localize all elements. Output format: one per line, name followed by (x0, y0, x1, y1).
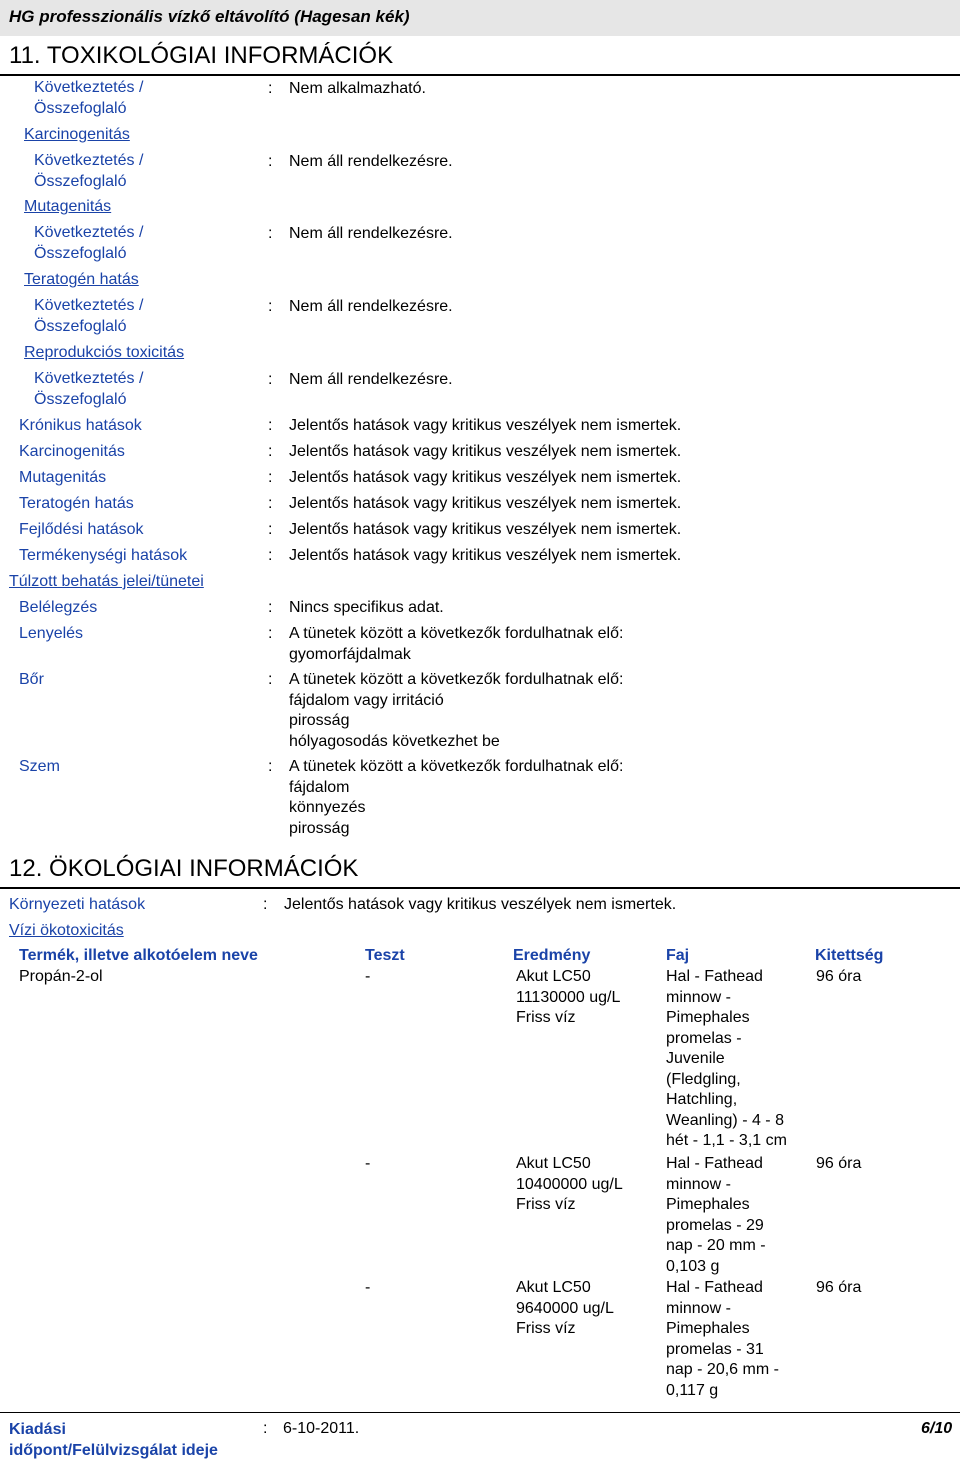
section-12-rule (0, 887, 960, 889)
species-line: Hal - Fathead (666, 1279, 763, 1296)
conclusion-value-5: Nem áll rendelkezésre. (289, 371, 453, 388)
table-header-product: Termék, illetve alkotóelem neve (19, 947, 258, 964)
footer-date: 6-10-2011. (283, 1420, 360, 1437)
skin-value (289, 670, 623, 752)
section-11-rule (0, 74, 960, 76)
species-line: Pimephales (666, 1196, 750, 1213)
species-line: Pimephales (666, 1320, 750, 1337)
conclusion-label-3 (34, 223, 143, 264)
conclusion-label-line: Összefoglaló (34, 390, 127, 408)
conclusion-label-line: Következtetés / (34, 152, 144, 169)
colon: : (268, 599, 273, 616)
symptom-line: könnyezés (289, 799, 366, 816)
section-12-title: 12. ÖKOLÓGIAI INFORMÁCIÓK (9, 855, 359, 882)
result-line: Friss víz (516, 1196, 576, 1213)
species-line: 0,103 g (666, 1257, 720, 1275)
symptom-line: hólyagosodás következhet be (289, 732, 500, 750)
environmental-effects-value: Jelentős hatások vagy kritikus veszélyek nem ismertek. (284, 896, 677, 913)
conclusion-label-4 (34, 296, 143, 337)
skin-label: Bőr (19, 671, 44, 688)
colon: : (268, 443, 273, 460)
environmental-effects-label: Környezeti hatások (9, 896, 146, 913)
conclusion-value-3: Nem áll rendelkezésre. (289, 225, 453, 242)
conclusion-value-4: Nem áll rendelkezésre. (289, 298, 453, 315)
reproductive-heading: Reprodukciós toxicitás (24, 344, 185, 361)
document-title: HG professzionális vízkő eltávolító (Hagesan kék) (9, 7, 410, 26)
species-line: nap - 20 mm - (666, 1237, 766, 1254)
species-line: minnow - (666, 1175, 731, 1193)
ingestion-value (289, 624, 623, 665)
eye-value (289, 757, 623, 839)
species-line: (Fledgling, (666, 1070, 741, 1088)
table-header-exposure: Kitettség (815, 947, 884, 964)
table-cell-test: - (365, 968, 371, 985)
inhalation-label: Belélegzés (19, 599, 98, 616)
conclusion-label-line: Összefoglaló (34, 317, 127, 335)
conclusion-value-1: Nem alkalmazható. (289, 80, 426, 97)
symptom-line: A tünetek között a következők fordulhatnak elő: (289, 671, 624, 688)
conclusion-label-5 (34, 369, 143, 410)
species-line: promelas - (666, 1029, 742, 1047)
symptom-line: fájdalom (289, 778, 350, 796)
colon: : (268, 625, 273, 642)
species-line: Hal - Fathead (666, 968, 763, 985)
table-cell-species (666, 967, 787, 1152)
species-line: Hatchling, (666, 1091, 738, 1108)
conclusion-label-line: Következtetés / (34, 297, 144, 314)
symptom-line: gyomorfájdalmak (289, 645, 411, 663)
conclusion-label-2 (34, 151, 143, 192)
colon: : (263, 896, 268, 913)
table-cell-exposure: 96 óra (816, 1155, 862, 1172)
conclusion-label-line: Összefoglaló (34, 172, 127, 190)
species-line: Juvenile (666, 1050, 725, 1067)
colon: : (263, 1420, 268, 1437)
colon: : (268, 671, 273, 688)
table-cell-species (666, 1278, 779, 1401)
conclusion-label-1 (34, 78, 143, 119)
teratogen-label: Teratogén hatás (19, 495, 134, 512)
species-line: promelas - 31 (666, 1340, 764, 1358)
table-cell-exposure: 96 óra (816, 1279, 862, 1296)
ingestion-label: Lenyelés (19, 625, 84, 642)
species-line: promelas - 29 (666, 1216, 764, 1234)
eye-label: Szem (19, 758, 60, 775)
mutagenicity-value: Jelentős hatások vagy kritikus veszélyek nem ismertek. (289, 469, 682, 486)
result-line: Friss víz (516, 1009, 576, 1026)
symptom-line: pirosság (289, 819, 350, 837)
colon: : (268, 298, 273, 315)
teratogen-value: Jelentős hatások vagy kritikus veszélyek nem ismertek. (289, 495, 682, 512)
colon: : (268, 547, 273, 564)
table-cell-test: - (365, 1279, 371, 1296)
colon: : (268, 417, 273, 434)
carcinogenicity-value: Jelentős hatások vagy kritikus veszélyek nem ismertek. (289, 443, 682, 460)
symptom-line: A tünetek között a következők fordulhatnak elő: (289, 625, 624, 642)
species-line: hét - 1,1 - 3,1 cm (666, 1132, 787, 1149)
conclusion-label-line: Összefoglaló (34, 99, 127, 117)
product-name: Propán-2-ol (19, 968, 103, 985)
table-cell-test: - (365, 1155, 371, 1172)
table-cell-result (516, 1154, 623, 1216)
developmental-effects-value: Jelentős hatások vagy kritikus veszélyek nem ismertek. (289, 521, 682, 538)
page-number: 6/10 (921, 1420, 953, 1437)
table-cell-species (666, 1154, 766, 1277)
document-header (0, 0, 960, 36)
inhalation-value: Nincs specifikus adat. (289, 599, 444, 616)
species-line: Weanling) - 4 - 8 (666, 1111, 784, 1129)
result-line: 11130000 ug/L (516, 988, 621, 1006)
result-line: Akut LC50 (516, 1279, 591, 1296)
table-header-result: Eredmény (513, 947, 591, 964)
teratogen-heading: Teratogén hatás (24, 271, 139, 288)
result-line: 9640000 ug/L (516, 1299, 614, 1317)
colon: : (268, 225, 273, 242)
colon: : (268, 495, 273, 512)
species-line: Pimephales (666, 1009, 750, 1026)
overexposure-heading: Túlzott behatás jelei/tünetei (9, 573, 204, 590)
aquatic-ecotoxicity-heading: Vízi ökotoxicitás (9, 922, 124, 939)
fertility-effects-label: Termékenységi hatások (19, 547, 188, 564)
symptom-line: pirosság (289, 712, 350, 729)
conclusion-label-line: Következtetés / (34, 224, 144, 241)
species-line: minnow - (666, 1299, 731, 1317)
colon: : (268, 80, 273, 97)
footer-rule (0, 1412, 960, 1413)
table-header-species: Faj (666, 947, 690, 964)
chronic-effects-label: Krónikus hatások (19, 417, 142, 434)
conclusion-label-line: Összefoglaló (34, 244, 127, 262)
conclusion-value-2: Nem áll rendelkezésre. (289, 153, 453, 170)
table-cell-result (516, 1278, 614, 1340)
conclusion-label-line: Következtetés / (34, 79, 144, 96)
developmental-effects-label: Fejlődési hatások (19, 521, 144, 538)
carcinogenicity-heading: Karcinogenitás (24, 126, 130, 143)
symptom-line: fájdalom vagy irritáció (289, 691, 444, 709)
species-line: 0,117 g (666, 1381, 719, 1399)
species-line: Hal - Fathead (666, 1155, 763, 1172)
result-line: Friss víz (516, 1320, 576, 1337)
table-cell-exposure: 96 óra (816, 968, 862, 985)
species-line: minnow - (666, 988, 731, 1006)
chronic-effects-value: Jelentős hatások vagy kritikus veszélyek nem ismertek. (289, 417, 682, 434)
table-header-test: Teszt (365, 947, 405, 964)
result-line: Akut LC50 (516, 1155, 591, 1172)
colon: : (268, 521, 273, 538)
carcinogenicity-label: Karcinogenitás (19, 443, 125, 460)
footer-date-label (9, 1419, 218, 1461)
section-11-title: 11. TOXIKOLÓGIAI INFORMÁCIÓK (9, 42, 394, 69)
mutagenicity-heading: Mutagenitás (24, 198, 112, 215)
table-cell-result (516, 967, 620, 1029)
result-line: Akut LC50 (516, 968, 591, 985)
colon: : (268, 758, 273, 775)
fertility-effects-value: Jelentős hatások vagy kritikus veszélyek nem ismertek. (289, 547, 682, 564)
result-line: 10400000 ug/L (516, 1175, 623, 1193)
footer-label-line: időpont/Felülvizsgálat ideje (9, 1442, 218, 1459)
species-line: nap - 20,6 mm - (666, 1361, 779, 1378)
symptom-line: A tünetek között a következők fordulhatnak elő: (289, 758, 624, 775)
colon: : (268, 469, 273, 486)
footer-label-line: Kiadási (9, 1421, 66, 1438)
colon: : (268, 371, 273, 388)
mutagenicity-label: Mutagenitás (19, 469, 107, 486)
colon: : (268, 153, 273, 170)
conclusion-label-line: Következtetés / (34, 370, 144, 387)
